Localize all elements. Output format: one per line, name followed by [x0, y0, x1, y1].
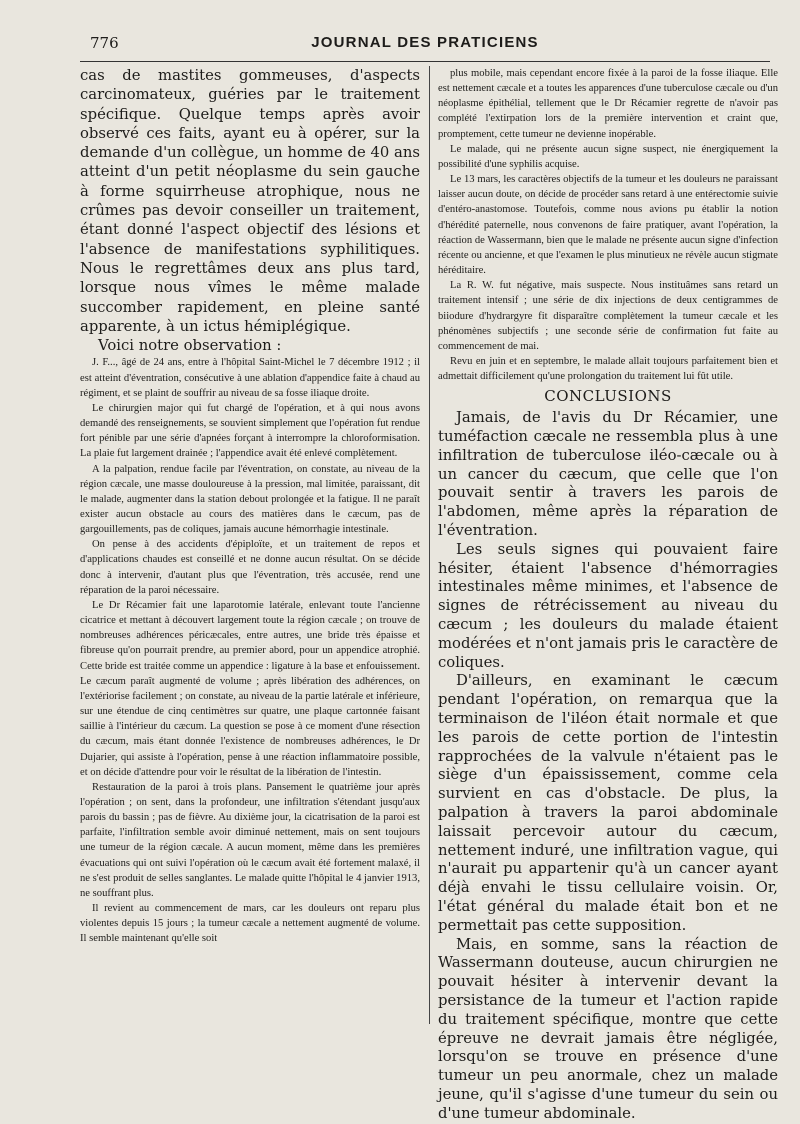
intro-paragraph: cas de mastites gommeuses, d'aspects carcinomateux, guéries par le traitement spécifique. Quelque temps après avoir observé ces faits, ayant eu à opérer, sur la demande d'un collègue, un homme de 40 ans atteint d'un petit néoplasme du sein gauche à forme squirrheuse atrophique, nous ne crûmes pas devoir conseiller un traitement, étant donné l'aspect objectif des lésions et l'absence de manifestations syphilitiques. Nous le regrettâmes deux ans plus tard, lorsque nous vîmes le même malade succomber rapidement, en pleine santé apparente, à un ictus hémiplégique. [80, 67, 420, 335]
case-paragraph: J. F..., âgé de 24 ans, entre à l'hôpital Saint-Michel le 7 décembre 1912 ; il est atteint d'éventration, consécutive à une ablation d'appendice faite à chaud au régiment, et se plaint de souffrir au niveau de sa fosse iliaque droite. [80, 357, 420, 399]
conclusion-paragraph: Les seuls signes qui pouvaient faire hésiter, étaient l'absence d'hémorragies intestinales même minimes, et l'absence de signes de rétrécissement au niveau du cæcum ; les douleurs du malade étaient modérées et n'ont jamais pris le caractère de coliques. [438, 540, 778, 671]
header-rule [80, 61, 770, 62]
right-column [438, 66, 778, 1124]
case-paragraph: Le chirurgien major qui fut chargé de l'opération, et à qui nous avons demandé des renseignements, se souvient simplement que l'opération fut rendue fort pénible par une série d'apnées forçant à interrompre la chloroformisation. La plaie fut largement drainée ; l'appendice avait été enlevé complètement. [80, 402, 420, 460]
case-paragraph: Le malade, qui ne présente aucun signe suspect, nie énergiquement la possibilité d'une syphilis acquise. [438, 143, 778, 170]
case-paragraph: La R. W. fut négative, mais suspecte. Nous instituâmes sans retard un traitement intensif ; une série de dix injections de deux centigrammes de biiodure d'hydrargyre fit disparaître complètement la tumeur cæcale et les phénomènes subjectifs ; une seconde série de confirmation fut faite au commencement de mai. [438, 280, 778, 352]
case-paragraph: Revu en juin et en septembre, le malade allait toujours parfaitement bien et admettait difficilement qu'une prolongation du traitement lui fût utile. [438, 355, 778, 383]
conclusion-paragraph: D'ailleurs, en examinant le cæcum pendant l'opération, on remarqua que la terminaison de l'iléon était normale et que les parois de cette portion de l'intestin rapprochées de la valvule n'étaient pas le siège d'un épaississement, comme cela survient en cas d'obstacle. De plus, la palpation à travers la paroi abdominale laissait percevoir autour du cæcum, nettement induré, une infiltration vague, qui n'aurait pu appartenir qu'à un cancer ayant déjà envahi le tissu cellulaire voisin. Or, l'état général du malade était bon et ne permettait pas cette supposition. [438, 672, 778, 934]
case-paragraph: On pense à des accidents d'épiploïte, et un traitement de repos et d'applications chaudes est conseillé et ne donne aucun résultat. On se décide donc à intervenir, d'autant plus que l'éventration, très accusée, rend une réparation de la paroi nécessaire. [80, 539, 420, 596]
conclusion-paragraph: Jamais, de l'avis du Dr Récamier, une tuméfaction cæcale ne ressembla plus à une infiltration de tuberculose iléo-cæcale ou à un cancer du cæcum, que celle que l'on pouvait sentir à travers les parois de l'abdomen, même après la réparation de l'éventration. [438, 409, 778, 540]
case-paragraph: Restauration de la paroi à trois plans. Pansement le quatrième jour après l'opération ; on sent, dans la profondeur, une infiltration s'étendant jusqu'aux parois du bassin ; pas de fièvre. Au dixième jour, la cicatrisation de la paroi est parfaite, l'infiltration semble avoir diminué nettement, mais on sent toujours une tumeur de la région cæcale. A aucun moment, même dans les premières évacuations qui ont suivi l'opération où le cæcum avait été fortement malaxé, il ne s'est produit de selles sanglantes. Le malade quitte l'hôpital le 4 janvier 1913, ne souffrant plus. [80, 781, 420, 899]
case-paragraph: Le 13 mars, les caractères objectifs de la tumeur et les douleurs ne paraissant laisser aucun doute, on décide de procéder sans retard à une entérectomie suivie d'entéro-anastomose. Toutefois, comme nous avions pu établir la notion d'hérédité paternelle, nous convenons de faire pratiquer, avant l'opération, la réaction de Wassermann, bien que le malade ne présente aucun signe d'infection récente ou ancienne, et que l'examen le plus minutieux ne révèle aucun stigmate héréditaire. [438, 174, 778, 277]
column-divider [429, 66, 430, 1024]
page-number: 776 [90, 34, 119, 52]
journal-title: JOURNAL DES PRATICIENS [311, 34, 539, 51]
page-header [90, 34, 760, 56]
conclusions-heading: CONCLUSIONS [544, 387, 672, 406]
case-paragraph: plus mobile, mais cependant encore fixée à la paroi de la fosse iliaque. Elle est nettement cæcale et a toutes les apparences d'une tuberculose cæcale ou d'un néoplasme épithélial, tellement que le Dr Récamier regrette de n'avoir pas complété l'extirpation lors de la première intervention et craint que, promptement, cette tumeur ne devienne inopérable. [438, 68, 778, 140]
case-paragraph: A la palpation, rendue facile par l'éventration, on constate, au niveau de la région cæcale, une masse douloureuse à la pression, mal limitée, paraissant, dit le malade, augmenter dans la station debout prolongée et la fatigue. Il ne paraît exister aucun obstacle au cours des matières dans le cæcum, pas de gargouillements, pas de coliques, jamais aucune hémorrhagie intestinale. [80, 463, 420, 536]
conclusion-paragraph: Mais, en somme, sans la réaction de Wassermann douteuse, aucun chirurgien ne pouvait hésiter à intervenir devant la persistance de la tumeur et l'action rapide du traitement spécifique, montre que cette épreuve ne devrait jamais être négligée, lorsqu'on se trouve en présence d'une tumeur un peu anormale, chez un malade jeune, qu'il s'agisse d'une tumeur du sein ou d'une tumeur abdominale. [438, 935, 778, 1122]
left-column [80, 66, 420, 947]
observation-title: Voici notre observation : [98, 337, 282, 355]
case-paragraph: Il revient au commencement de mars, car les douleurs ont reparu plus violentes depuis 15 jours ; la tumeur cæcale a nettement augmenté de volume. Il semble maintenant qu'elle soit [80, 903, 420, 945]
case-paragraph: Le Dr Récamier fait une laparotomie latérale, enlevant toute l'ancienne cicatrice et mettant à découvert largement toute la région cæcale ; on trouve de nombreuses adhérences péricæcales, entre autres, une bride très épaisse et fibreuse qu'on pourrait prendre, au premier abord, pour un appendice atrophié. Cette bride est traitée comme un appendice : ligature à la base et enfouissement. Le cæcum paraît augmenté de volume ; après libération des adhérences, on l'extériorise facilement ; on constate, au niveau de la partie latérale et inférieure, sur une étendue de cinq centimètres sur quatre, une plaque cartonnée faisant saillie à l'intérieur du cæcum. La question se pose à ce moment d'une résection du cæcum, mais étant donnée l'existence de nombreuses adhérences, le Dr Dujarier, qui assiste à l'opération, pense à une réaction inflammatoire possible, et on décide d'attendre pour voir le résultat de la libération de l'intestin. [80, 599, 420, 778]
